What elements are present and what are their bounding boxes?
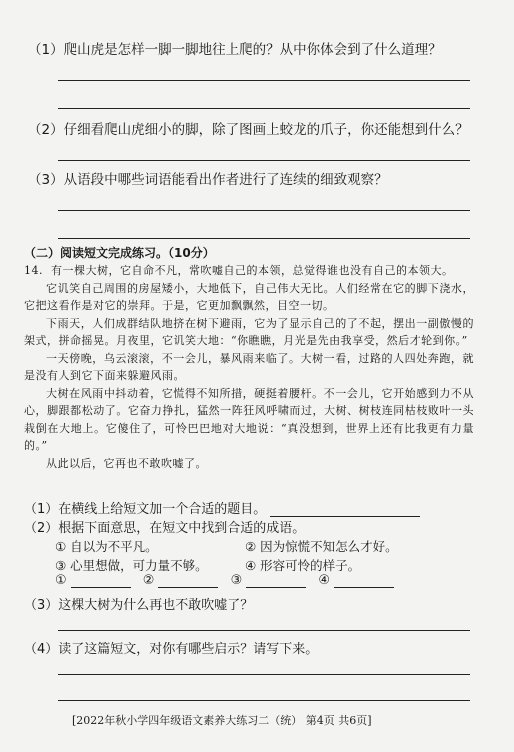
paragraph-2: 它讥笑自己周围的房屋矮小，大地低下，自己伟大无比。人们经常在它的脚下浇水，它把这看作是对它的崇拜。于是，它更加飘飘然，目空一切。 bbox=[24, 281, 474, 312]
idiom-blank-2[interactable] bbox=[158, 574, 218, 588]
option-4: ④ 形容可怜的样子。 bbox=[245, 558, 361, 573]
idiom-blank-4[interactable] bbox=[334, 574, 394, 588]
question-3: （3）从语段中哪些词语能看出作者进行了连续的细致观察？ bbox=[28, 172, 388, 188]
paragraph-1 bbox=[24, 262, 474, 280]
answer-marker-4: ④ bbox=[318, 573, 331, 588]
answer-line[interactable] bbox=[58, 700, 470, 701]
answer-marker-2: ② bbox=[142, 573, 155, 588]
paragraph-3: 下雨天，人们成群结队地挤在树下避雨，它为了显示自己的了不起，摆出一副傲慢的架式，拼命摇晃。月夜里，它讥笑大地：“你瞧瞧，月光是先由我享受，然后才轮到你。” bbox=[24, 316, 474, 347]
option-1: ① 自以为不平凡。 bbox=[55, 539, 158, 554]
answer-line[interactable] bbox=[58, 210, 470, 211]
question-number: 14. bbox=[24, 264, 43, 277]
answer-line[interactable] bbox=[58, 674, 470, 675]
idiom-blank-1[interactable] bbox=[71, 574, 131, 588]
idiom-answer-row bbox=[55, 573, 402, 588]
option-2: ② 因为惊慌不知怎么才好。 bbox=[245, 539, 398, 554]
paragraph-4: 一天傍晚，乌云滚滚，不一会儿，暴风雨来临了。大树一看，过路的人四处奔跑，就是没有人到它下面来躲避风雨。 bbox=[24, 351, 474, 382]
idiom-blank-3[interactable] bbox=[246, 574, 306, 588]
title-answer-blank[interactable] bbox=[270, 502, 420, 517]
answer-line[interactable] bbox=[58, 630, 470, 631]
sub-question-3: （3）这棵大树为什么再也不敢吹嘘了？ bbox=[24, 598, 254, 613]
option-3: ③ 心里想做，可力量不够。 bbox=[55, 558, 208, 573]
sub-question-1 bbox=[24, 498, 420, 517]
reading-passage bbox=[24, 262, 474, 472]
answer-line[interactable] bbox=[58, 160, 470, 161]
sub-question-2: （2）根据下面意思，在短文中找到合适的成语。 bbox=[24, 521, 306, 536]
answer-marker-3: ③ bbox=[230, 573, 243, 588]
answer-line[interactable] bbox=[58, 108, 470, 109]
answer-line[interactable] bbox=[58, 238, 470, 239]
section-title: （二）阅读短文完成练习。（10分） bbox=[24, 246, 215, 260]
answer-marker-1: ① bbox=[55, 573, 67, 588]
page-footer: [2022年秋小学四年级语文素养大练习二（统） 第4页 共6页] bbox=[72, 714, 372, 727]
paragraph-6: 从此以后，它再也不敢吹嘘了。 bbox=[46, 456, 207, 470]
question-1: （1）爬山虎是怎样一脚一脚地往上爬的？从中你体会到了什么道理？ bbox=[28, 42, 442, 58]
answer-line[interactable] bbox=[58, 80, 470, 81]
sub-question-1-text: （1）在横线上给短文加一个合适的题目。 bbox=[24, 502, 267, 517]
paragraph-1-text: 有一棵大树，它自命不凡，常吹嘘自己的本领，总觉得谁也没有自己的本领大。 bbox=[51, 264, 454, 277]
sub-question-4: （4）读了这篇短文，对你有哪些启示？请写下来。 bbox=[24, 642, 319, 657]
paragraph-5: 大树在风雨中抖动着，它慌得不知所措，硬挺着腰杆。不一会儿，它开始感到力不从心，脚跟都松动了。它奋力挣扎，猛然一阵狂风呼啸而过，大树、树枝连同枯枝败叶一头栽倒在大地上。它傻住了，可怜巴巴地对大地说：“真没想到，世界上还有比我更有力量的。” bbox=[24, 386, 474, 452]
question-2: （2）仔细看爬山虎细小的脚，除了图画上蛟龙的爪子，你还能想到什么？ bbox=[28, 122, 469, 138]
